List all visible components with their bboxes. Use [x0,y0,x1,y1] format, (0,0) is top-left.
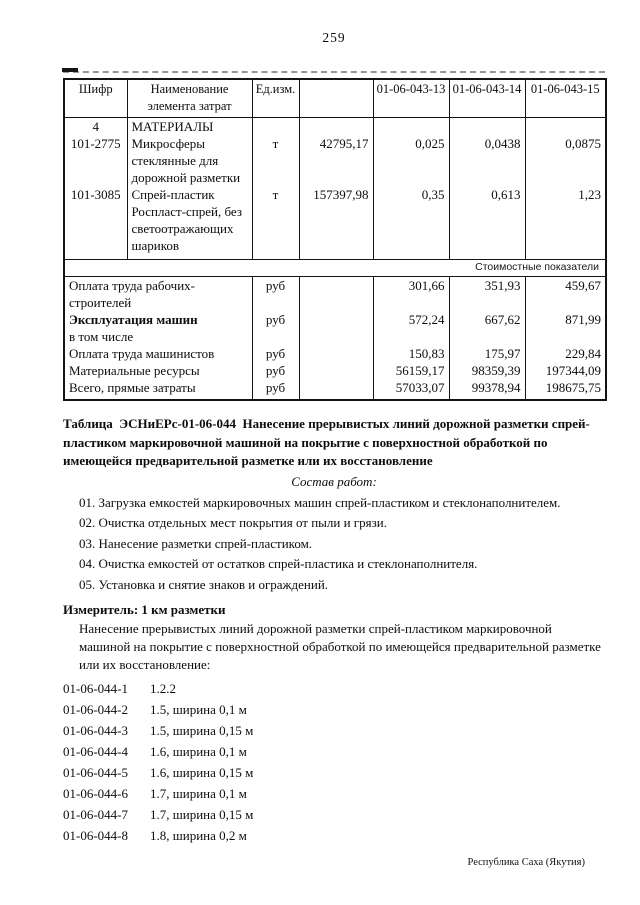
norm-desc: 1.7, ширина 0,1 м [150,786,247,801]
norm-row [63,804,605,825]
norm-desc: 1.5, ширина 0,1 м [150,702,247,717]
header-code: Шифр [64,79,127,118]
totals-row [64,345,606,362]
header-norm-1: 01-06-043-13 [373,79,449,118]
totals-label: Оплата труда машинистов [64,345,252,362]
section-title: Таблица ЭСНиЕРс-01-06-044 Нанесение прерывистых линий дорожной разметки спрей-пластиком маркировочной машиной на покрытие с поверхностной обработкой по имеющейся предварительной разметке или их восстановление [63,416,590,468]
totals-value-13: 56159,17 [373,362,449,379]
totals-label: Материальные ресурсы [64,362,252,379]
totals-row [64,379,606,400]
scan-artifact-line [63,71,605,73]
group-code: 4 [64,118,127,136]
norm-row [63,699,605,720]
table-header-row [64,79,606,118]
norm-row [63,825,605,846]
work-item: 03. Нанесение разметки спрей-пластиком. [79,535,313,551]
group-row [64,118,606,136]
header-unit: Ед.изм. [252,79,299,118]
norm-code: 01-06-044-1 [63,681,128,696]
material-value-14: 0,613 [449,186,525,260]
totals-unit: руб [252,379,299,400]
totals-row [64,362,606,379]
band-label: Стоимостные показатели [64,260,606,277]
material-name: Микросферы стеклянные для дорожной разметки [127,135,252,186]
totals-value-13: 57033,07 [373,379,449,400]
norm-code: 01-06-044-2 [63,702,128,717]
totals-value-15: 197344,09 [525,362,606,379]
material-name: Спрей-пластик Роспласт-спрей, без светоотражающих шариков [127,186,252,260]
totals-row [64,311,606,345]
measurer-label: Измеритель: 1 км разметки [63,602,226,617]
norm-row [63,678,605,699]
work-scope-label: Состав работ: [291,473,377,489]
material-price: 42795,17 [299,135,373,186]
totals-value-15: 871,99 [525,311,606,345]
page-content [63,0,605,846]
totals-value-14: 351,93 [449,277,525,312]
norm-desc: 1.2.2 [150,681,176,696]
region-footer: Республика Саха (Якутия) [467,857,585,868]
norm-codes-list [63,678,605,846]
norm-code: 01-06-044-8 [63,828,128,843]
cost-table [63,78,607,401]
material-value-13: 0,35 [373,186,449,260]
group-title: МАТЕРИАЛЫ [127,118,252,136]
totals-unit: руб [252,362,299,379]
norms-description: Нанесение прерывистых линий дорожной разметки спрей-пластиком маркировочной машиной на покрытие с поверхностной обработкой по имеющейся предварительной разметке или их восстановление: [79,621,601,672]
totals-unit: руб [252,311,299,345]
band-row [64,260,606,277]
totals-value-15: 229,84 [525,345,606,362]
header-norm-2: 01-06-043-14 [449,79,525,118]
material-row [64,186,606,260]
totals-value-14: 99378,94 [449,379,525,400]
material-value-15: 0,0875 [525,135,606,186]
header-price-blank [299,79,373,118]
material-value-15: 1,23 [525,186,606,260]
totals-value-13: 572,24 [373,311,449,345]
norm-desc: 1.6, ширина 0,15 м [150,765,254,780]
material-value-14: 0,0438 [449,135,525,186]
header-norm-3: 01-06-043-15 [525,79,606,118]
material-value-13: 0,025 [373,135,449,186]
totals-label: Всего, прямые затраты [64,379,252,400]
work-item: 01. Загрузка емкостей маркировочных машин спрей-пластиком и стеклонаполнителем. [79,494,561,510]
totals-value-13: 150,83 [373,345,449,362]
work-item: 02. Очистка отдельных мест покрытия от пыли и грязи. [79,515,387,530]
norm-row [63,741,605,762]
norm-desc: 1.5, ширина 0,15 м [150,723,254,738]
totals-unit: руб [252,345,299,362]
totals-row [64,277,606,312]
material-row [64,135,606,186]
norm-row [63,783,605,804]
norm-code: 01-06-044-6 [63,786,128,801]
work-items-list [63,493,605,596]
totals-value-14: 98359,39 [449,362,525,379]
norm-code: 01-06-044-3 [63,723,128,738]
norm-desc: 1.6, ширина 0,1 м [150,744,247,759]
norm-code: 01-06-044-4 [63,744,128,759]
totals-label: Оплата труда рабочих-строителей [64,277,252,312]
material-unit: т [252,186,299,260]
norm-desc: 1.7, ширина 0,15 м [150,807,254,822]
totals-value-13: 301,66 [373,277,449,312]
page-number: 259 [322,30,346,45]
norm-code: 01-06-044-7 [63,807,128,822]
norm-code: 01-06-044-5 [63,765,128,780]
work-item: 04. Очистка емкостей от остатков спрей-пластика и стеклонаполнителя. [79,556,478,571]
norm-row [63,762,605,783]
totals-unit: руб [252,277,299,312]
material-code: 101-2775 [64,135,127,186]
material-unit: т [252,135,299,186]
totals-value-14: 667,62 [449,311,525,345]
totals-value-15: 198675,75 [525,379,606,400]
totals-sublabel: в том числе [69,329,134,344]
totals-label: Эксплуатация машин [69,312,198,327]
norm-row [63,720,605,741]
material-price: 157397,98 [299,186,373,260]
totals-value-14: 175,97 [449,345,525,362]
norm-desc: 1.8, ширина 0,2 м [150,828,247,843]
totals-value-15: 459,67 [525,277,606,312]
work-item: 05. Установка и снятие знаков и ограждений. [79,576,329,592]
header-name: Наименование элемента затрат [127,79,252,118]
material-code: 101-3085 [64,186,127,260]
